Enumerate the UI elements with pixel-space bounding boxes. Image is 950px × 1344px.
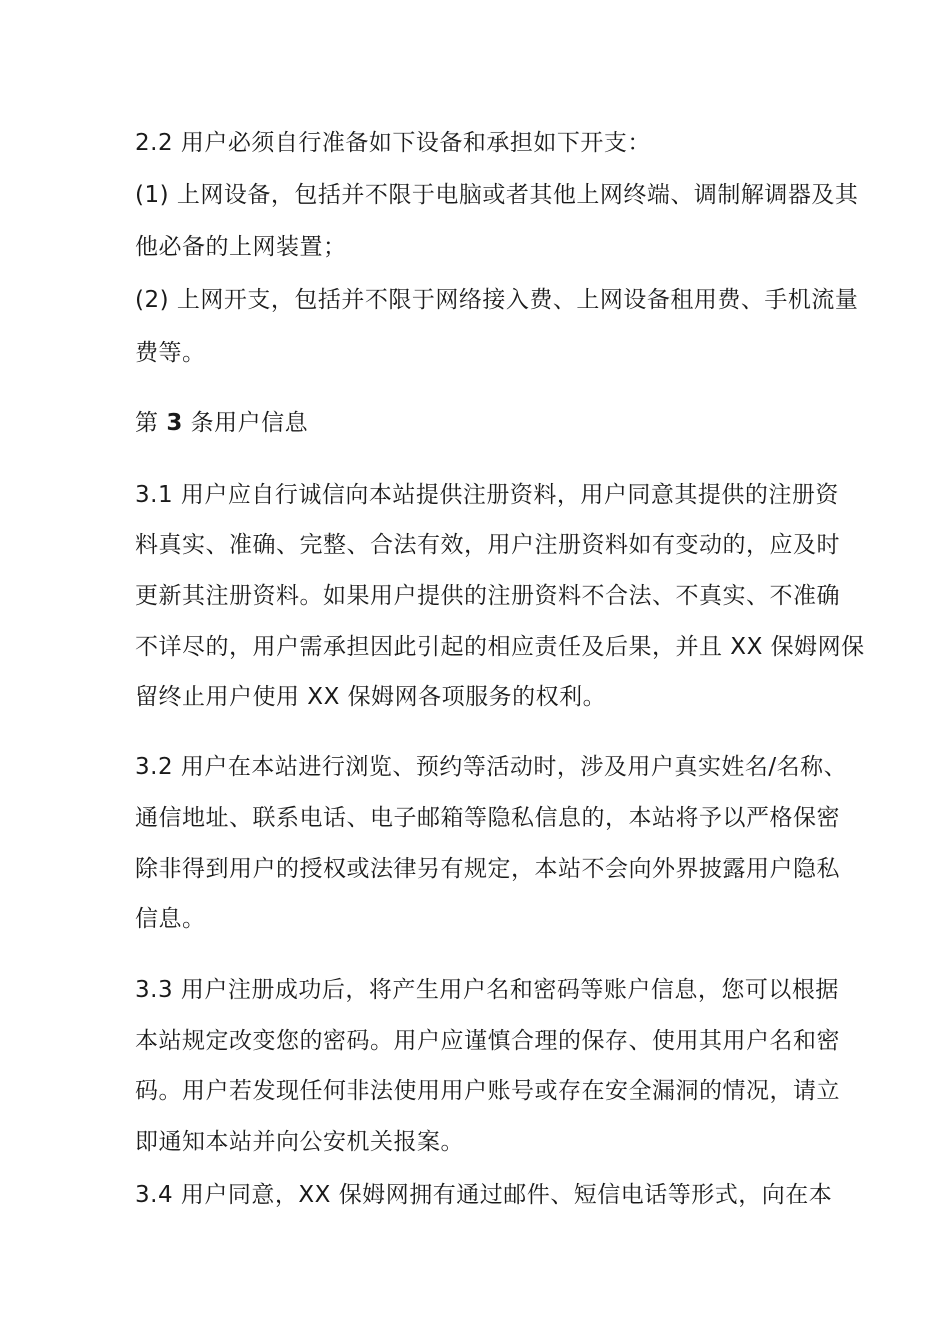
section-3-heading [135, 408, 308, 438]
item-2-line-1: (2) 上网开支，包括并不限于网络接入费、上网设备租用费、手机流量 [135, 287, 859, 313]
clause-3-1-line-3: 更新其注册资料。如果用户提供的注册资料不合法、不真实、不准确 [135, 583, 840, 609]
item-1-line-2: 他必备的上网装置； [135, 234, 347, 260]
clause-2-2-line-1: 2.2 用户必须自行准备如下设备和承担如下开支： [135, 130, 651, 156]
clause-3-2-line-3: 除非得到用户的授权或法律另有规定，本站不会向外界披露用户隐私 [135, 856, 840, 882]
clause-3-3-line-4: 即通知本站并向公安机关报案。 [135, 1129, 464, 1155]
clause-3-3-line-3: 码。用户若发现任何非法使用用户账号或存在安全漏洞的情况，请立 [135, 1078, 840, 1104]
item-2-line-2: 费等。 [135, 340, 206, 366]
clause-3-4-line-1: 3.4 用户同意，XX 保姆网拥有通过邮件、短信电话等形式，向在本 [135, 1182, 833, 1208]
clause-3-2-line-4: 信息。 [135, 906, 206, 932]
clause-3-2-line-2: 通信地址、联系电话、电子邮箱等隐私信息的，本站将予以严格保密 [135, 805, 840, 831]
clause-3-1-line-1: 3.1 用户应自行诚信向本站提供注册资料，用户同意其提供的注册资 [135, 482, 839, 508]
clause-3-3-line-1: 3.3 用户注册成功后，将产生用户名和密码等账户信息，您可以根据 [135, 977, 839, 1003]
item-1-line-1: (1) 上网设备，包括并不限于电脑或者其他上网终端、调制解调器及其 [135, 182, 859, 208]
clause-3-2-line-1: 3.2 用户在本站进行浏览、预约等活动时，涉及用户真实姓名/名称、 [135, 754, 848, 780]
clause-3-3-line-2: 本站规定改变您的密码。用户应谨慎合理的保存、使用其用户名和密 [135, 1028, 840, 1054]
heading-prefix: 第 [135, 410, 167, 436]
clause-3-1-line-5: 留终止用户使用 XX 保姆网各项服务的权利。 [135, 684, 607, 710]
clause-3-1-line-4: 不详尽的，用户需承担因此引起的相应责任及后果，并且 XX 保姆网保 [135, 634, 865, 660]
heading-number: 3 [166, 410, 183, 436]
heading-suffix: 条用户信息 [182, 410, 309, 436]
clause-3-1-line-2: 料真实、准确、完整、合法有效，用户注册资料如有变动的，应及时 [135, 532, 840, 558]
